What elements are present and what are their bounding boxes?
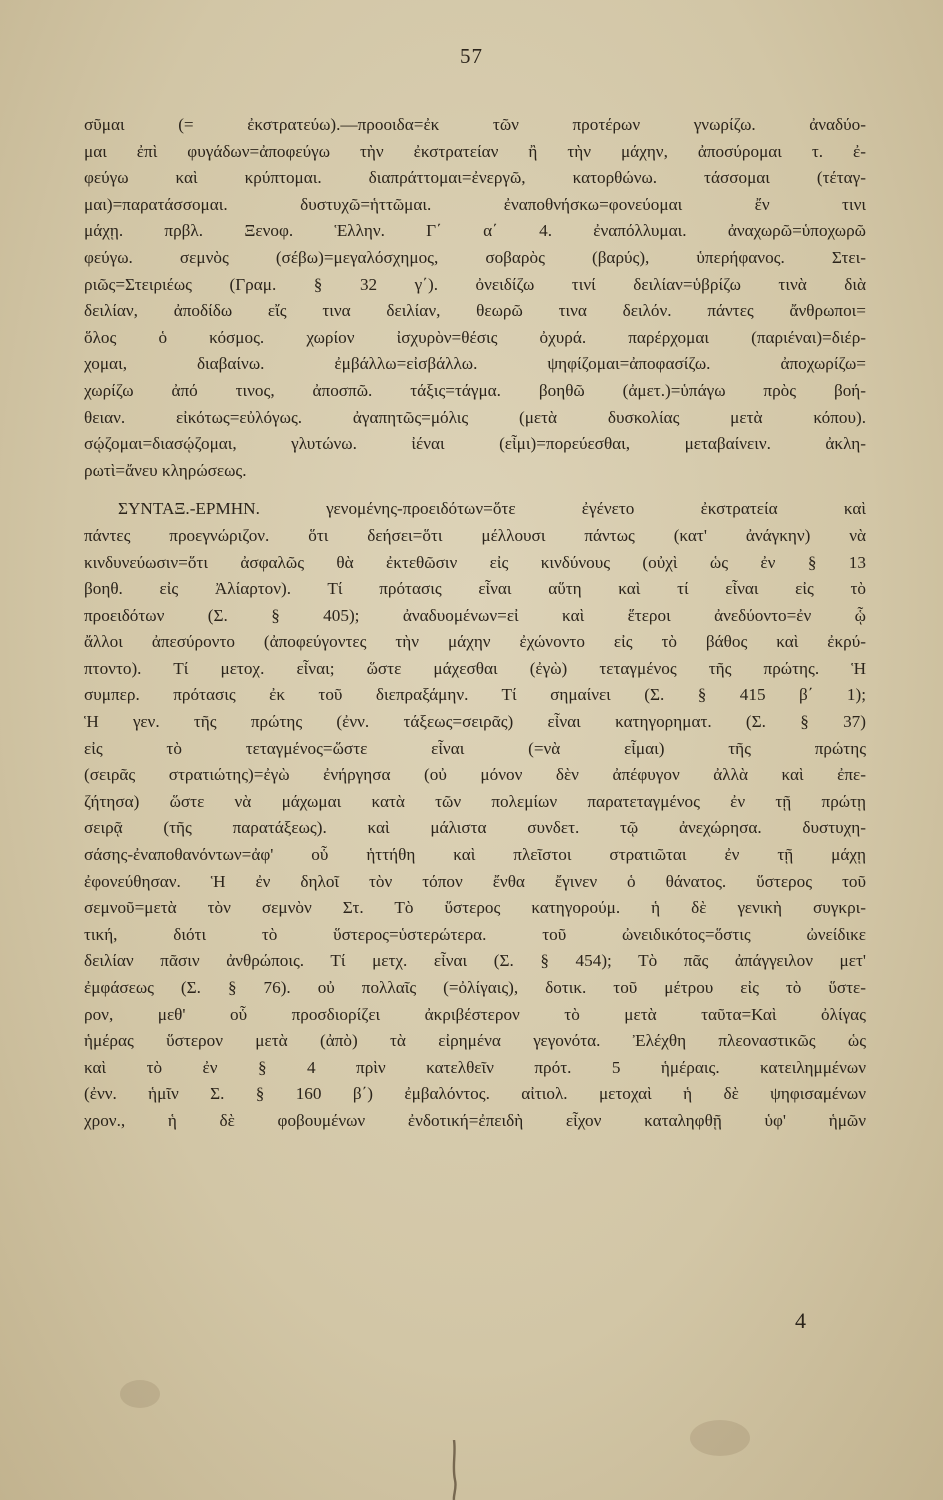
text-line: σεμνοῦ=μετὰ τὸν σεμνὸν Στ. Τὸ ὕστερος κατηγορούμ. ἡ δὲ γενικὴ συγκρι- — [84, 898, 866, 918]
paper-spot — [120, 1380, 160, 1408]
text-line: μαι ἐπὶ φυγάδων=ἀποφεύγω τὴν ἐκστρατείαν ἢ τὴν μάχην, ἀποσύρομαι τ. ἐ- — [84, 141, 866, 161]
text-line: σειρᾷ (τῆς παρατάξεως). καὶ μάλιστα συνδετ. τῷ ἀνεχώρησα. δυστυχη- — [84, 818, 866, 838]
ink-smudge — [446, 1440, 462, 1500]
text-line: (ἐνν. ἡμῖν Σ. § 160 β΄) ἐμβαλόντος. αἰτιολ. μετοχαὶ ἡ δὲ ψηφισαμένων — [84, 1084, 866, 1104]
text-line: πάντες προεγνώριζον. ὅτι δεήσει=ὅτι μέλλουσι πάντως (κατ' ἀνάγκην) νὰ — [84, 525, 866, 545]
text-body — [84, 112, 866, 1135]
text-line: ὅλος ὁ κόσμος. χωρίον ἰσχυρὸν=θέσις ὀχυρά. παρέρχομαι (παριέναι)=διέρ- — [84, 327, 866, 347]
text-line: κινδυνεύωσιν=ὅτι ἀσφαλῶς θὰ ἐκτεθῶσιν εἰς κινδύνους (οὐχὶ ὡς ἐν § 13 — [84, 552, 866, 572]
text-line: δειλίαν πᾶσιν ἀνθρώποις. Τί μετχ. εἶναι (Σ. § 454); Τὸ πᾶς ἀπάγγειλον μετ' — [84, 951, 866, 971]
text-line: καὶ τὸ ἐν § 4 πρὶν κατελθεῖν πρότ. 5 ἡμέραις. κατειλημμένων — [84, 1057, 866, 1077]
text-line: ἡμέρας ὕστερον μετὰ (ἀπὸ) τὰ εἰρημένα γεγονότα. Ἐλέχθη πλεοναστικῶς ὡς — [84, 1031, 866, 1051]
text-line: θειαν. εἰκότως=εὐλόγως. ἀγαπητῶς=μόλις (μετὰ δυσκολίας μετὰ κόπου). — [84, 407, 866, 427]
text-line: ζήτησα) ὥστε νὰ μάχωμαι κατὰ τῶν πολεμίων παρατεταγμένος ἐν τῇ πρώτῃ — [84, 791, 866, 811]
text-line: ρωτὶ=ἄνευ κληρώσεως. — [84, 460, 247, 480]
text-line: ρον, μεθ' οὗ προσδιορίζει ἀκριβέστερον τὸ μετὰ ταῦτα=Καὶ ὀλίγας — [84, 1004, 866, 1024]
text-line: φεύγω καὶ κρύπτομαι. διαπράττομαι=ἐνεργῶ, κατορθώνω. τάσσομαι (τέταγ- — [84, 168, 866, 188]
text-line: χομαι, διαβαίνω. ἐμβάλλω=εἰσβάλλω. ψηφίζομαι=ἀποφασίζω. ἀποχωρίζω= — [84, 354, 866, 374]
page-number: 57 — [460, 44, 483, 68]
text-line: συμπερ. πρότασις ἐκ τοῦ διεπραξάμην. Τί σημαίνει (Σ. § 415 β΄ 1); — [84, 685, 866, 705]
text-line: μαι)=παρατάσσομαι. δυστυχῶ=ἡττῶμαι. ἐναποθνήσκω=φονεύομαι ἔν τινι — [84, 194, 866, 214]
text-line: χωρίζω ἀπό τινος, ἀποσπῶ. τάξις=τάγμα. βοηθῶ (ἀμετ.)=ὑπάγω πρὸς βοή- — [84, 380, 866, 400]
signature-mark: 4 — [795, 1308, 806, 1333]
text-line: ΣΥΝΤΑΞ.-ΕΡΜΗΝ. γενομένης-προειδότων=ὅτε ἐγένετο ἐκστρατεία καὶ — [118, 499, 866, 519]
text-line: δειλίαν, ἀποδίδω εἴς τινα δειλίαν, θεωρῶ τινα δειλόν. πάντες ἄνθρωποι= — [84, 301, 866, 321]
text-line: προειδότων (Σ. § 405); ἀναδυομένων=εἰ καὶ ἕτεροι ἀνεδύοντο=ἐν ᾧ — [84, 605, 866, 625]
text-line: εἰς τὸ τεταγμένος=ὥστε εἶναι (=νὰ εἶμαι) τῆς πρώτης — [84, 738, 866, 758]
text-line: βοηθ. εἰς Ἀλίαρτον). Τί πρότασις εἶναι αὕτη καὶ τί εἶναι εἰς τὸ — [84, 579, 866, 599]
text-line: χρον., ἡ δὲ φοβουμένων ἐνδοτική=ἐπειδὴ εἶχον καταληφθῇ ὑφ' ἡμῶν — [84, 1110, 866, 1130]
text-line: φεύγω. σεμνὸς (σέβω)=μεγαλόσχημος, σοβαρὸς (βαρύς), ὑπερήφανος. Στει- — [84, 247, 866, 267]
text-line: μάχῃ. πρβλ. Ξενοφ. Ἑλλην. Γ΄ α΄ 4. ἐναπόλλυμαι. ἀναχωρῶ=ὑποχωρῶ — [84, 221, 866, 241]
paragraph-vocabulary — [84, 112, 866, 484]
text-line: Ἡ γεν. τῆς πρώτης (ἐνν. τάξεως=σειρᾶς) εἶναι κατηγορηματ. (Σ. § 37) — [84, 712, 866, 732]
text-line: σάσης-ἐναποθανόντων=ἀφ' οὗ ἡττήθη καὶ πλεῖστοι στρατιῶται ἐν τῇ μάχῃ — [84, 845, 866, 865]
text-line: ἐμφάσεως (Σ. § 76). οὐ πολλαῖς (=ὀλίγαις), δοτικ. τοῦ μέτρου εἰς τὸ ὕστε- — [84, 978, 866, 997]
text-line: ἄλλοι ἀπεσύροντο (ἀποφεύγοντες τὴν μάχην ἐχώνοντο εἰς τὸ βάθος καὶ ἐκρύ- — [84, 632, 866, 652]
text-line: σῦμαι (= ἐκστρατεύω).—προοιδα=ἐκ τῶν προτέρων γνωρίζω. ἀναδύο- — [84, 115, 866, 134]
text-line: πτοντο). Τί μετοχ. εἶναι; ὥστε μάχεσθαι (ἐγὼ) τεταγμένος τῆς πρώτης. Ἡ — [84, 658, 866, 678]
paragraph-syntax — [84, 496, 866, 1134]
paper-spot — [690, 1420, 750, 1456]
text-line: σῴζομαι=διασῴζομαι, γλυτώνω. ἰέναι (εἶμι)=πορεύεσθαι, μεταβαίνειν. ἀκλη- — [84, 434, 866, 454]
text-line: ἐφονεύθησαν. Ἡ ἐν δηλοῖ τὸν τόπον ἔνθα ἔγινεν ὁ θάνατος. ὕστερος τοῦ — [84, 871, 866, 891]
text-line: ριῶς=Στειριέως (Γραμ. § 32 γ΄). ὀνειδίζω τινί δειλίαν=ὑβρίζω τινὰ διὰ — [84, 274, 866, 294]
text-line: τική, διότι τὸ ὕστερος=ὑστερώτερα. τοῦ ὠνειδικότος=ὅστις ὠνείδικε — [84, 924, 866, 944]
text-line: (σειρᾶς στρατιώτης)=ἐγὼ ἐνήργησα (οὐ μόνον δὲν ἀπέφυγον ἀλλὰ καὶ ἐπε- — [84, 765, 866, 785]
